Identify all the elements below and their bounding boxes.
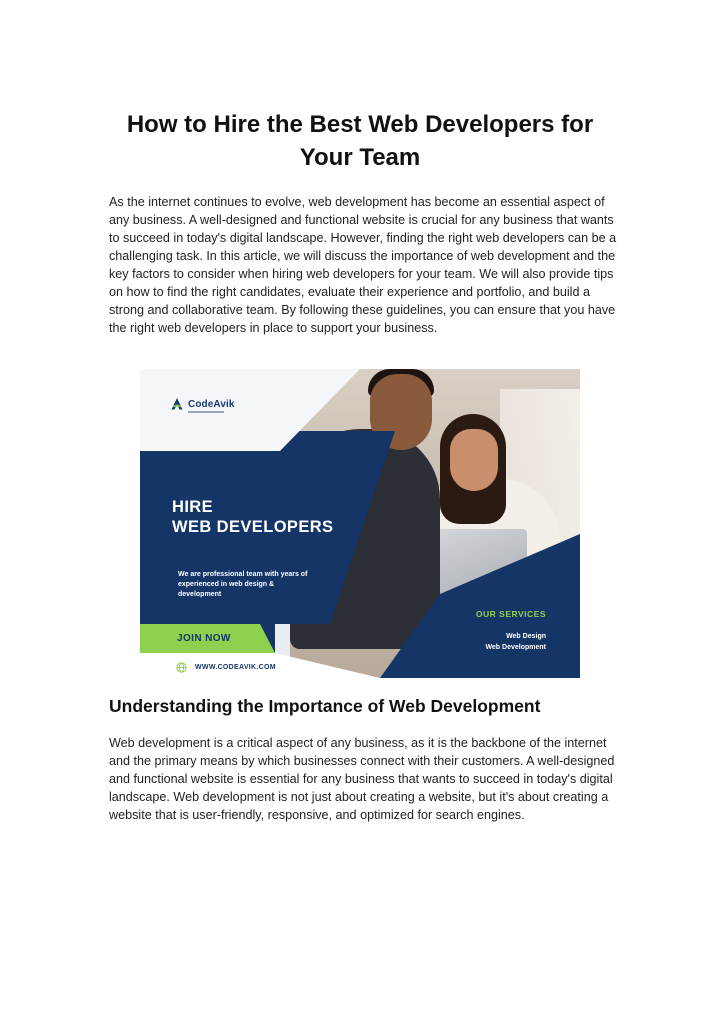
headline-line-1: HIRE — [172, 498, 214, 516]
services-heading: OUR SERVICES — [475, 609, 546, 619]
banner-description: We are professional team with years of experienced in web design & development — [178, 571, 308, 598]
section-heading: Understanding the Importance of Web Development — [109, 696, 541, 716]
codeavik-logo-icon — [170, 397, 184, 411]
globe-icon — [176, 662, 187, 673]
service-web-design: Web Design — [506, 633, 546, 640]
intro-paragraph: As the internet continues to evolve, web development has become an essential aspect of any business. A well-designed and functional website is crucial for any business that wants to succeed in today's digital landscape. However, finding the right web developers can be a challenging task. In this article, we will discuss the importance of web development and the key factors to consider when hiring web developers for your team. We will also provide tips on how to find the right candidates, evaluate their experience and portfolio, and build a strong and collaborative team. By following these guidelines, you can ensure that you have the right web developers in place to support your business. — [109, 195, 617, 335]
website-row — [176, 662, 276, 673]
logo-text: CodeAvik — [188, 398, 235, 410]
section-paragraph: Web development is a critical aspect of any business, as it is the backbone of the internet and the primary means by which businesses connect with their customers. A well-designed and functional website is essential for any business that wants to succeed in today's digital landscape. Web development is not just about creating a website, but it's about creating a website that is user-friendly, responsive, and optimized for search engines. — [109, 736, 615, 822]
white-footer-wedge — [275, 653, 380, 678]
headline-line-2: WEB DEVELOPERS — [172, 518, 334, 536]
hire-web-developers-banner — [140, 369, 580, 678]
website-url[interactable]: WWW.CODEAVIK.COM — [195, 664, 276, 671]
banner-headline — [172, 497, 333, 537]
logo-tagline-bar — [188, 411, 224, 413]
navy-right-shape — [380, 534, 580, 678]
navy-left-shape — [140, 431, 395, 653]
page-title — [100, 108, 620, 174]
join-now-button[interactable]: JOIN NOW — [177, 633, 231, 644]
service-web-development: Web Development — [485, 644, 546, 651]
title-line-2: Your Team — [299, 144, 421, 171]
title-line-1: How to Hire the Best Web Developers for — [126, 111, 594, 138]
codeavik-logo — [170, 397, 235, 411]
